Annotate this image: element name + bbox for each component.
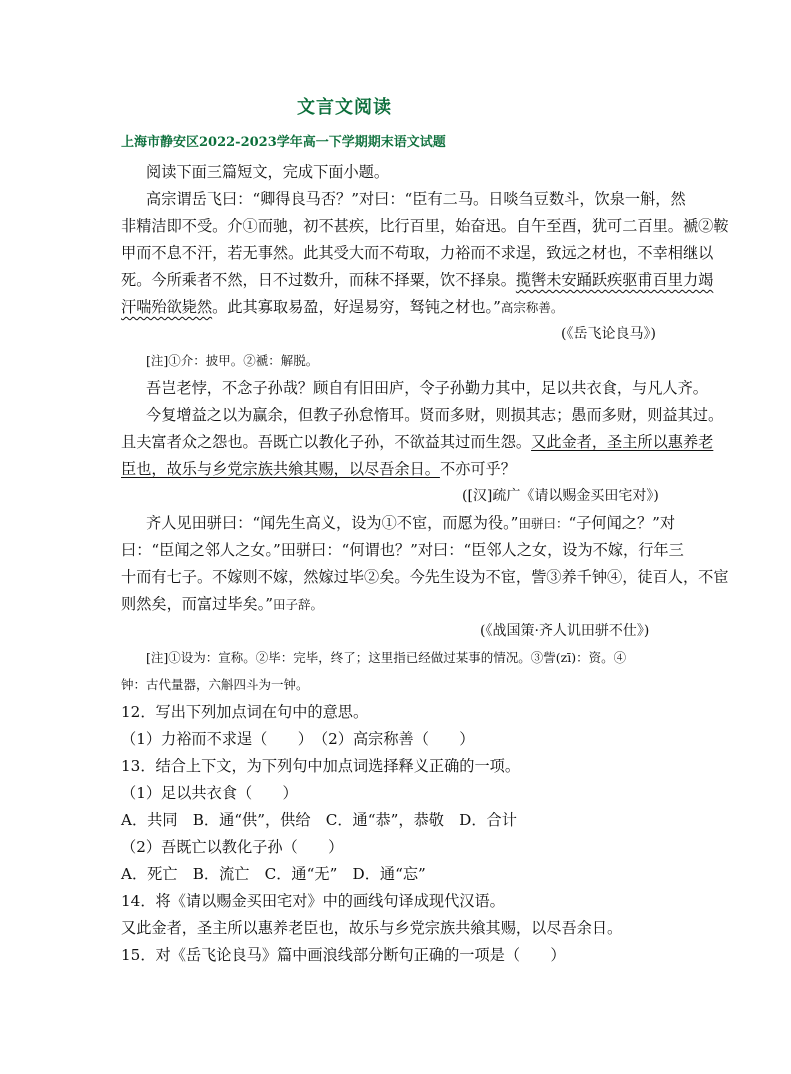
question-15: 15．对《岳飞论良马》篇中画浪线部分断句正确的一项是（ ） (121, 946, 566, 964)
question-13-part2: （2）吾既亡以教化子孙（ ） (121, 838, 344, 856)
passage2-line (121, 459, 516, 479)
passage1-source: (《岳飞论良马》) (561, 326, 656, 342)
instructions: 阅读下面三篇短文，完成下面小题。 (146, 163, 389, 181)
passage1-note: [注]①介：披甲。②褫：解脱。 (146, 353, 319, 368)
passage2-line: 吾岂老悖，不念子孙哉？顾自有旧田庐，令子孙勤力其中，足以共衣食，与凡人齐。 (146, 379, 708, 397)
passage2-text: 且夫富者众之怨也。吾既亡以教化子孙，不欲益其过而生怨。 (121, 433, 532, 451)
passage1-line: 甲而不息不汗，若无事然。此其受大而不苟取，力裕而不求逞，致远之材也，不幸相继以 (121, 244, 714, 262)
passage2-line (121, 432, 713, 452)
wavy-underlined-text: 汗喘殆欲毙然 (121, 298, 213, 316)
passage3-text: “子何闻之？”对 (568, 514, 676, 532)
passage3-line (146, 513, 675, 534)
question-13-part1: （1）足以共衣食（ ） (121, 784, 298, 802)
passage1-line (121, 270, 713, 290)
passage1-small-text: 高宗称善。 (500, 300, 564, 315)
passage3-small-text: 田骈曰： (518, 516, 569, 531)
question-12: 12．写出下列加点词在句中的意思。 (121, 703, 369, 721)
passage3-source: (《战国策·齐人讥田骈不仕》) (480, 623, 650, 639)
underlined-text: 又此金者，圣主所以惠养老 (531, 433, 714, 451)
passage3-line: 曰：“臣闻之邻人之女。”田骈曰：“何谓也？”对曰：“臣邻人之女，设为不嫁，行年三 (121, 541, 684, 559)
passage3-text: 则然矣，而富过毕矣。” (121, 595, 274, 613)
passage2-source: ([汉]疏广《请以赐金买田宅对》) (462, 488, 659, 504)
question-13: 13．结合上下文，为下列句中加点词选择释义正确的一项。 (121, 757, 521, 775)
question-13-part1-options: A．共同 B．通“供”，供给 C．通“恭”，恭敬 D．合计 (121, 811, 517, 829)
passage1-line: 非精洁即不受。介①而驰，初不甚疾，比行百里，始奋迅。自午至酉，犹可二百里。褫②鞍 (121, 217, 729, 235)
question-12-items: （1）力裕而不求逞（ ） （2）高宗称善（ ） (121, 730, 475, 748)
passage1-line (121, 297, 563, 318)
exam-source-subtitle: 上海市静安区2022-2023学年高一下学期期末语文试题 (121, 135, 446, 150)
question-14: 14．将《请以赐金买田宅对》中的画线句译成现代汉语。 (121, 892, 505, 910)
passage3-note: 钟：古代量器，六斛四斗为一钟。 (121, 677, 309, 692)
question-14-text: 又此金者，圣主所以惠养老臣也，故乐与乡党宗族共飨其赐，以尽吾余日。 (121, 919, 623, 937)
question-13-part2-options: A．死亡 B．流亡 C．通“无” D．通“忘” (121, 865, 426, 883)
passage3-text: 齐人见田骈曰：“闻先生高义，设为①不宦，而愿为役。” (146, 514, 519, 532)
wavy-underlined-text: 揽辔未安踊跃疾驱甫百里力竭 (515, 271, 714, 289)
passage3-small-text: 田子辞。 (273, 597, 324, 612)
passage3-note: [注]①设为：宣称。②毕：完毕，终了；这里指已经做过某事的情况。③訾(zī)：资。④ (146, 650, 627, 665)
passage3-line: 十而有七子。不嫁则不嫁，然嫁过毕②矣。今先生设为不宦，訾③养千钟④，徒百人，不宦 (121, 568, 729, 586)
passage2-line: 今复增益之以为赢余，但教子孙怠惰耳。贤而多财，则损其志；愚而多财，则益其过。 (146, 406, 724, 424)
passage1-line: 高宗谓岳飞曰：“卿得良马否？”对曰：“臣有二马。日啖刍豆数斗，饮泉一斛，然 (146, 190, 686, 208)
page-title: 文言文阅读 (297, 97, 392, 118)
passage3-line (121, 594, 323, 615)
passage2-text: 不亦可乎？ (439, 460, 516, 478)
passage1-text: 。此其寡取易盈，好逞易穷，驽钝之材也。” (212, 298, 501, 316)
underlined-text: 臣也，故乐与乡党宗族共飨其赐，以尽吾余日。 (121, 460, 440, 478)
passage1-text: 死。今所乘者不然，日不过数升，而秣不择粟，饮不择泉。 (121, 271, 516, 289)
